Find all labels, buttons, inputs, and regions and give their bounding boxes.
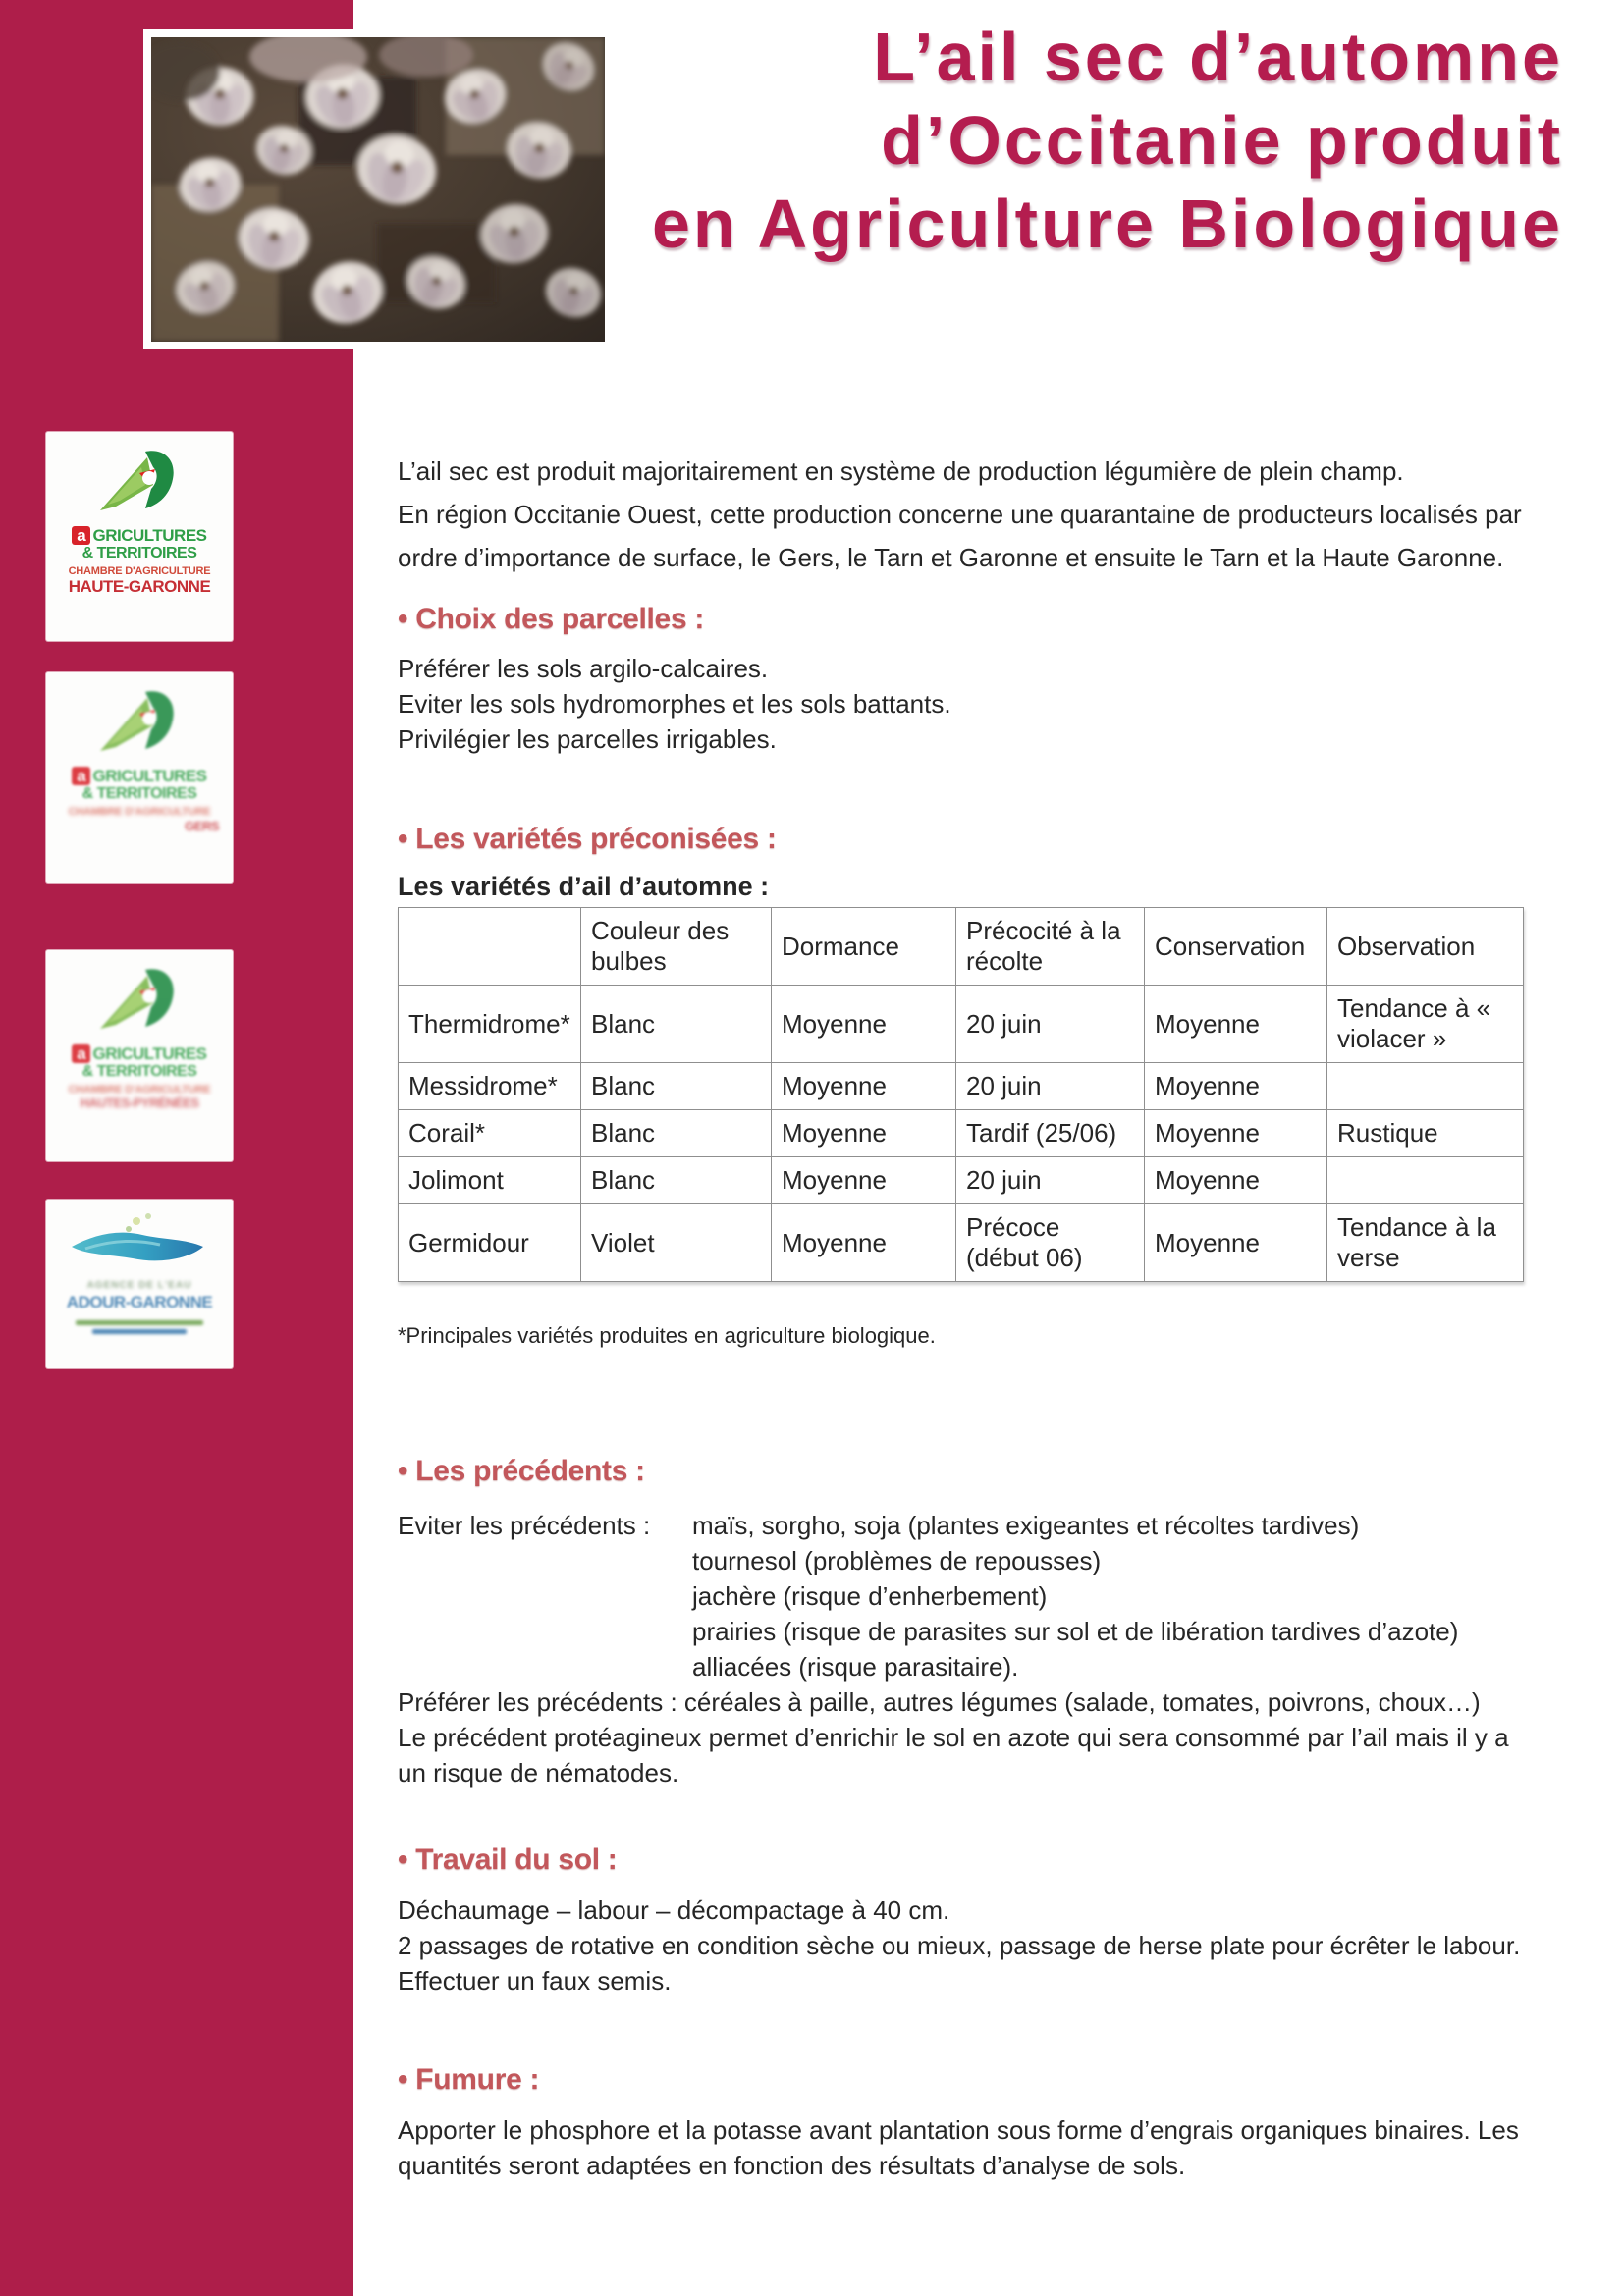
section-heading-travail: • Travail du sol : xyxy=(398,1843,618,1876)
logo-chambre-hautes-pyrenees xyxy=(46,950,233,1161)
table-header-cell: Observation xyxy=(1327,908,1524,986)
table-footnote: *Principales variétés produites en agriculture biologique. xyxy=(398,1323,936,1348)
table-cell: 20 juin xyxy=(956,986,1145,1063)
table-cell: Blanc xyxy=(581,1157,772,1204)
table-cell: Moyenne xyxy=(1145,986,1327,1063)
parcelles-line: Privilégier les parcelles irrigables. xyxy=(398,724,777,754)
section-heading-fumure: • Fumure : xyxy=(398,2063,540,2096)
water-wave-icon xyxy=(66,1209,213,1270)
table-cell: Moyenne xyxy=(1145,1110,1327,1157)
table-row xyxy=(399,1204,1524,1282)
logo-brand: GRICULTURES xyxy=(92,766,207,785)
logo-chambre-gers xyxy=(46,672,233,883)
logo-dept-label: GERS xyxy=(185,819,219,834)
precedents-avoid-list xyxy=(692,1508,1458,1684)
intro-line: L’ail sec est produit majoritairement en système de production légumière de plein champ. xyxy=(398,456,1404,486)
table-header-cell: Dormance xyxy=(772,908,956,986)
table-cell: Thermidrome* xyxy=(399,986,581,1063)
section-heading-parcelles: • Choix des parcelles : xyxy=(398,603,705,635)
intro-line: En région Occitanie Ouest, cette production concerne une quarantaine de producteurs localisés par xyxy=(398,500,1522,529)
logo-chambre-label: CHAMBRE D'AGRICULTURE xyxy=(68,1083,211,1095)
varietes-subtitle: Les variétés d’ail d’automne : xyxy=(398,872,770,901)
logo-agence-eau-adour-garonne xyxy=(46,1200,233,1368)
logo-brand-line2: & TERRITOIRES xyxy=(81,1063,197,1080)
table-header-cell: Conservation xyxy=(1145,908,1327,986)
title-line-2: d’Occitanie produit xyxy=(881,102,1563,179)
table-cell: Rustique xyxy=(1327,1110,1524,1157)
table-header-cell xyxy=(399,908,581,986)
table-cell: 20 juin xyxy=(956,1063,1145,1110)
table-cell: Tardif (25/06) xyxy=(956,1110,1145,1157)
table-cell: 20 juin xyxy=(956,1157,1145,1204)
table-cell: Blanc xyxy=(581,1063,772,1110)
section-heading-precedents: • Les précédents : xyxy=(398,1455,645,1487)
fumure-line: quantités seront adaptées en fonction des résultats d’analyse de sols. xyxy=(398,2151,1186,2180)
precedents-avoid-item: maïs, sorgho, soja (plantes exigeantes et récoltes tardives) xyxy=(692,1511,1360,1540)
intro-paragraph xyxy=(398,450,1522,579)
logo-chambre-label: CHAMBRE D'AGRICULTURE xyxy=(68,805,211,818)
table-cell: Moyenne xyxy=(1145,1157,1327,1204)
logo-a-chip: a xyxy=(72,526,90,545)
table-cell: Blanc xyxy=(581,986,772,1063)
table-cell: Moyenne xyxy=(1145,1204,1327,1282)
fumure-text xyxy=(398,2112,1519,2183)
agency-name-label: ADOUR-GARONNE xyxy=(66,1293,213,1311)
logo-brand: GRICULTURES xyxy=(92,525,207,545)
logo-a-chip: a xyxy=(72,1044,90,1063)
logo-chambre-haute-garonne xyxy=(46,432,233,641)
table-header-cell: Couleur des bulbes xyxy=(581,908,772,986)
table-cell xyxy=(1327,1063,1524,1110)
intro-line: ordre d’importance de surface, le Gers, le Tarn et Garonne et ensuite le Tarn et la Haute Garonne. xyxy=(398,543,1504,572)
agency-caption-line xyxy=(76,1320,203,1325)
logo-brand-line2: & TERRITOIRES xyxy=(81,545,197,561)
logo-brand: GRICULTURES xyxy=(92,1043,207,1063)
precedents-line: Le précédent protéagineux permet d’enrichir le sol en azote qui sera consommé par l’ail mais il y a xyxy=(398,1723,1509,1752)
table-header-cell: Précocité à la récolte xyxy=(956,908,1145,986)
table-cell: Moyenne xyxy=(772,1110,956,1157)
table-cell: Moyenne xyxy=(772,1204,956,1282)
precedents-line: un risque de nématodes. xyxy=(398,1758,679,1788)
precedents-avoid-item: prairies (risque de parasites sur sol et de libération tardives d’azote) xyxy=(692,1617,1459,1646)
precedents-avoid-item: tournesol (problèmes de repousses) xyxy=(692,1546,1102,1575)
table-row xyxy=(399,1063,1524,1110)
table-cell: Violet xyxy=(581,1204,772,1282)
table-row xyxy=(399,986,1524,1063)
chambre-agriculture-emblem-icon xyxy=(94,446,185,526)
precedents-text xyxy=(398,1508,1509,1790)
travail-text xyxy=(398,1893,1520,1999)
table-cell: Corail* xyxy=(399,1110,581,1157)
table-cell: Moyenne xyxy=(772,986,956,1063)
agency-small-label: AGENCE DE L'EAU xyxy=(86,1280,192,1291)
fumure-line: Apporter le phosphore et la potasse avant plantation sous forme d’engrais organiques binaires. Les xyxy=(398,2115,1519,2145)
page-title xyxy=(373,16,1563,266)
table-cell: Messidrome* xyxy=(399,1063,581,1110)
table-cell: Tendance à la verse xyxy=(1327,1204,1524,1282)
precedents-line: Préférer les précédents : céréales à paille, autres légumes (salade, tomates, poivrons, choux…) xyxy=(398,1687,1481,1717)
travail-line: Effectuer un faux semis. xyxy=(398,1966,672,1996)
logo-dept-label: HAUTE-GARONNE xyxy=(68,577,211,597)
table-row xyxy=(399,1157,1524,1204)
agency-caption-line xyxy=(92,1329,187,1334)
title-line-1: L’ail sec d’automne xyxy=(873,19,1563,95)
chambre-logo-text xyxy=(46,526,233,596)
travail-line: Déchaumage – labour – décompactage à 40 cm. xyxy=(398,1896,950,1925)
logo-a-chip: a xyxy=(72,767,90,785)
logo-brand-line2: & TERRITOIRES xyxy=(81,785,197,802)
table-cell: Moyenne xyxy=(772,1157,956,1204)
table-cell: Moyenne xyxy=(772,1063,956,1110)
precedents-avoid-item: alliacées (risque parasitaire). xyxy=(692,1652,1019,1682)
parcelles-text xyxy=(398,651,951,757)
precedents-avoid-item: jachère (risque d’enherbement) xyxy=(692,1581,1048,1611)
table-cell: Précoce (début 06) xyxy=(956,1204,1145,1282)
section-heading-varietes: • Les variétés préconisées : xyxy=(398,823,777,855)
table-cell: Tendance à « violacer » xyxy=(1327,986,1524,1063)
table-cell: Jolimont xyxy=(399,1157,581,1204)
chambre-logo-text xyxy=(46,767,233,818)
chambre-logo-text xyxy=(46,1044,233,1110)
parcelles-line: Préférer les sols argilo-calcaires. xyxy=(398,654,769,683)
precedents-avoid-label: Eviter les précédents : xyxy=(398,1511,651,1540)
travail-line: 2 passages de rotative en condition sèche ou mieux, passage de herse plate pour écrêter le labour. xyxy=(398,1931,1521,1960)
table-cell xyxy=(1327,1157,1524,1204)
chambre-agriculture-emblem-icon xyxy=(94,964,185,1044)
table-cell: Moyenne xyxy=(1145,1063,1327,1110)
chambre-agriculture-emblem-icon xyxy=(94,686,185,767)
varieties-table xyxy=(398,907,1524,1282)
logo-dept-label: HAUTES-PYRÉNÉES xyxy=(80,1095,199,1111)
table-header-row xyxy=(399,908,1524,986)
table-row xyxy=(399,1110,1524,1157)
logo-chambre-label: CHAMBRE D'AGRICULTURE xyxy=(68,564,211,577)
table-cell: Germidour xyxy=(399,1204,581,1282)
title-line-3: en Agriculture Biologique xyxy=(652,186,1563,262)
parcelles-line: Eviter les sols hydromorphes et les sols battants. xyxy=(398,689,951,719)
table-cell: Blanc xyxy=(581,1110,772,1157)
